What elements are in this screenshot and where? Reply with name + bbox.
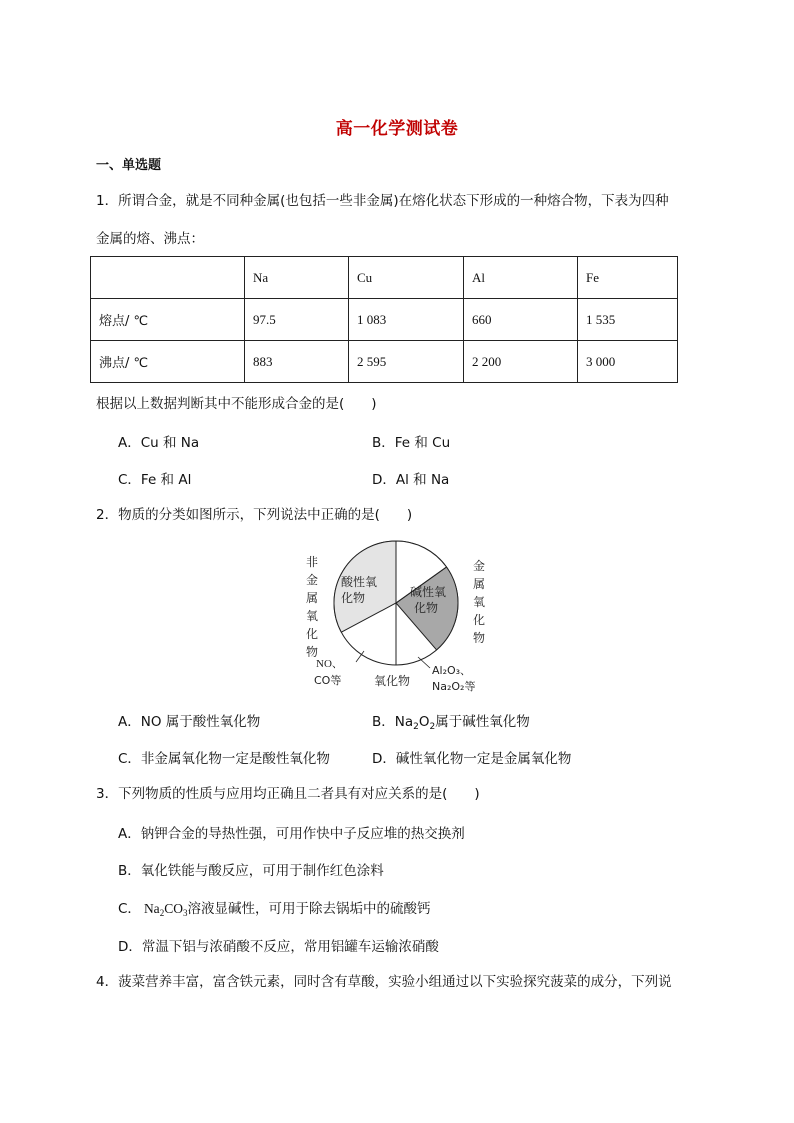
q2-option-b-text: 属于碱性氧化物: [435, 714, 530, 730]
vertical-label-char: 化: [306, 627, 319, 641]
acidic-label-1: 酸性氧: [341, 575, 378, 589]
vertical-label-char: 氧: [306, 609, 319, 623]
q2-option-d[interactable]: D．碱性氧化物一定是金属氧化物: [372, 751, 572, 767]
q1-stem-line1: 1．所谓合金，就是不同种金属(也包括一些非金属)在熔化状态下形成的一种熔合物，下表为四种: [96, 193, 669, 209]
table-header-cell: Cu: [349, 257, 464, 299]
vertical-label-char: 物: [473, 631, 486, 645]
q3-stem: 3．下列物质的性质与应用均正确且二者具有对应关系的是( ): [96, 786, 480, 802]
q2-option-c[interactable]: C．非金属氧化物一定是酸性氧化物: [118, 751, 330, 767]
acidic-label-2: 化物: [341, 591, 366, 605]
q1-prompt: 根据以上数据判断其中不能形成合金的是( ): [96, 396, 377, 412]
table-row: [91, 341, 678, 383]
q3-option-c-text: 溶液显碱性，可用于除去锅垢中的硫酸钙: [187, 901, 431, 917]
table-row: [91, 299, 678, 341]
vertical-label-char: 非: [306, 555, 319, 569]
table-cell: 3 000: [578, 341, 678, 383]
co-label: CO等: [314, 674, 342, 687]
subscript: 2: [413, 722, 419, 732]
oxide-center-label: 氧化物: [374, 674, 411, 688]
q2-option-a[interactable]: A．NO 属于酸性氧化物: [118, 714, 261, 730]
vertical-label-char: 氧: [473, 595, 486, 609]
oxide-classification-figure: [290, 540, 500, 700]
section-heading: 一、单选题: [96, 158, 162, 173]
basic-label-1: 碱性氧: [410, 585, 447, 599]
q3-option-c-text: C．: [118, 901, 141, 917]
melting-boiling-table: [90, 256, 678, 383]
subscript: 2: [429, 722, 436, 732]
table-cell: 883: [245, 341, 349, 383]
q1-option-a[interactable]: A．Cu 和 Na: [118, 435, 200, 451]
vertical-label-char: 金: [473, 559, 486, 573]
row-label: 熔点/ ℃: [91, 299, 245, 341]
q2-option-b-text: O: [418, 714, 430, 730]
q1-stem-line2: 金属的熔、沸点：: [96, 231, 204, 247]
right-vertical-label: [473, 558, 485, 645]
table-header-cell: Fe: [578, 257, 678, 299]
table-cell: 2 595: [349, 341, 464, 383]
q1-option-c[interactable]: C．Fe 和 Al: [118, 472, 192, 488]
row-label: 沸点/ ℃: [91, 341, 245, 383]
q1-option-b[interactable]: B．Fe 和 Cu: [372, 435, 451, 451]
subscript: 2: [159, 908, 165, 918]
table-cell: 1 535: [578, 299, 678, 341]
vertical-label-char: 物: [306, 645, 319, 659]
na2o2-label: Na₂O₂等: [432, 680, 476, 693]
table-cell: 660: [464, 299, 578, 341]
vertical-label-char: 金: [306, 573, 319, 587]
formula-text: Na: [143, 901, 160, 916]
basic-label-2: 化物: [414, 601, 439, 615]
q4-stem: 4．菠菜营养丰富，富含铁元素，同时含有草酸，实验小组通过以下实验探究菠菜的成分，下列说: [96, 974, 672, 990]
formula-text: CO: [164, 901, 183, 916]
q1-option-d[interactable]: D．Al 和 Na: [372, 472, 450, 488]
vertical-label-char: 属: [306, 591, 319, 605]
table-header-cell: Al: [464, 257, 578, 299]
q3-option-a[interactable]: A．钠钾合金的导热性强，可用作快中子反应堆的热交换剂: [118, 826, 465, 842]
table-cell: 1 083: [349, 299, 464, 341]
page-title: 高一化学测试卷: [335, 119, 459, 139]
q3-option-c[interactable]: [118, 897, 430, 917]
table-header-cell: [91, 257, 245, 299]
table-header-cell: Na: [245, 257, 349, 299]
vertical-label-char: 化: [473, 613, 486, 627]
q2-option-b-text: B．Na: [372, 714, 414, 730]
vertical-label-char: 属: [473, 577, 486, 591]
left-vertical-label: [306, 554, 318, 659]
q2-option-b[interactable]: [372, 710, 530, 730]
table-cell: 2 200: [464, 341, 578, 383]
no-label: NO、: [316, 658, 343, 670]
q2-stem: 2．物质的分类如图所示，下列说法中正确的是( ): [96, 507, 413, 523]
al2o3-label: Al₂O₃、: [432, 664, 472, 677]
q3-option-d[interactable]: D．常温下铝与浓硝酸不反应，常用铝罐车运输浓硝酸: [118, 939, 439, 955]
table-cell: 97.5: [245, 299, 349, 341]
subscript: 3: [182, 908, 188, 918]
table-header-row: [91, 257, 678, 299]
q3-option-b[interactable]: B．氧化铁能与酸反应，可用于制作红色涂料: [118, 863, 384, 879]
